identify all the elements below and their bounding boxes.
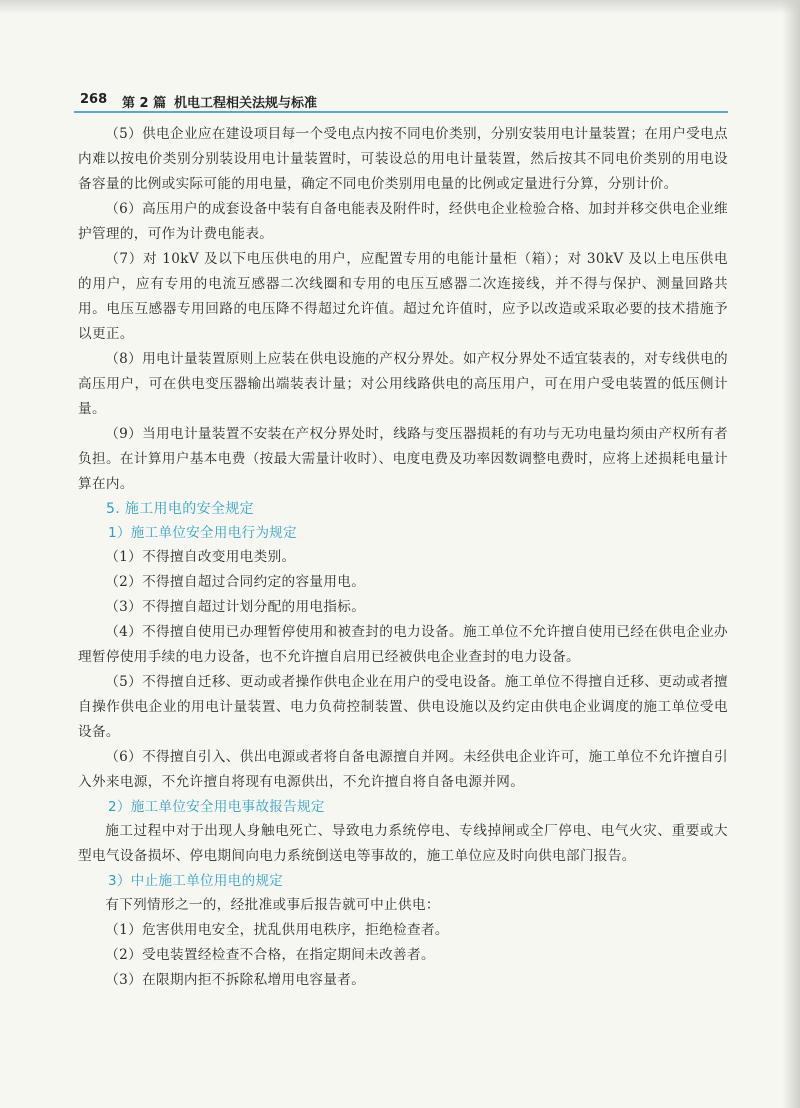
page-number: 268	[80, 92, 108, 107]
paragraph: （8）用电计量装置原则上应装在供电设施的产权分界处。如产权分界处不适宜装表的，对专线供电的高压用户，可在供电变压器输出端装表计量；对公用线路供电的高压用户，可在用户受电装置的低压侧计量。	[78, 351, 728, 417]
paragraph: （3）不得擅自超过计划分配的用电指标。	[105, 599, 366, 615]
section-heading: 5. 施工用电的安全规定	[106, 501, 255, 517]
paragraph: （2）受电装置经检查不合格，在指定期间未改善者。	[105, 947, 435, 963]
paragraph: （6）高压用户的成套设备中装有自备电能表及附件时，经供电企业检验合格、加封并移交供电企业维护管理的，可作为计费电能表。	[78, 201, 728, 242]
page-body	[78, 122, 728, 993]
scan-shadow-top	[0, 0, 800, 14]
paragraph: 施工过程中对于出现人身触电死亡、导致电力系统停电、专线掉闸或全厂停电、电气火灾、重要或大型电气设备损坏、停电期间向电力系统倒送电等事故的，施工单位应及时向供电部门报告。	[78, 823, 728, 864]
scan-shadow-right	[782, 0, 800, 1108]
paragraph: （1）危害供用电安全，扰乱供用电秩序，拒绝检查者。	[105, 922, 449, 938]
paragraph: （4）不得擅自使用已办理暂停使用和被查封的电力设备。施工单位不允许擅自使用已经在供电企业办理暂停使用手续的电力设备，也不允许擅自启用已经被供电企业查封的电力设备。	[78, 624, 728, 665]
subsection-heading: 1）施工单位安全用电行为规定	[108, 525, 297, 541]
paragraph: （7）对 10kV 及以下电压供电的用户，应配置专用的电能计量柜（箱）；对 30kV 及以上电压供电的用户，应有专用的电流互感器二次线圈和专用的电压互感器二次连接线，并不得与保护、测量回路共用。电压互感器专用回路的电压降不得超过允许值。超过允许值时，应予以改造或采取必要的技术措施予以更正。	[78, 251, 728, 342]
paragraph: （2）不得擅自超过合同约定的容量用电。	[105, 574, 366, 590]
paragraph: （3）在限期内拒不拆除私增用电容量者。	[105, 972, 366, 988]
paragraph: （9）当用电计量装置不安装在产权分界处时，线路与变压器损耗的有功与无功电量均须由产权所有者负担。在计算用户基本电费（按最大需量计收时）、电度电费及功率因数调整电费时，应将上述损耗电量计算在内。	[78, 426, 728, 492]
paragraph: 有下列情形之一的，经批准或事后报告就可中止供电：	[105, 897, 440, 913]
paragraph: （6）不得擅自引入、供出电源或者将自备电源擅自并网。未经供电企业许可，施工单位不允许擅自引入外来电源，不允许擅自将现有电源供出，不允许擅自将自备电源并网。	[78, 749, 728, 790]
part-label: 第 2 篇	[122, 96, 167, 111]
paragraph: （5）供电企业应在建设项目每一个受电点内按不同电价类别，分别安装用电计量装置；在用户受电点内难以按电价类别分别装设用电计量装置时，可装设总的用电计量装置，然后按其不同电价类别的用电设备容量的比例或实际可能的用电量，确定不同电价类别用电量的比例或定量进行分算，分别计价。	[78, 126, 728, 192]
header-rule	[74, 111, 728, 113]
running-header	[74, 88, 726, 112]
subsection-heading: 2）施工单位安全用电事故报告规定	[108, 799, 325, 815]
paragraph: （1）不得擅自改变用电类别。	[105, 549, 296, 565]
paragraph: （5）不得擅自迁移、更动或者操作供电企业在用户的受电设备。施工单位不得擅自迁移、更动或者擅自操作供电企业的用电计量装置、电力负荷控制装置、供电设施以及约定由供电企业调度的施工单位受电设备。	[78, 674, 728, 740]
subsection-heading: 3）中止施工单位用电的规定	[108, 873, 284, 889]
part-title: 机电工程相关法规与标准	[174, 96, 318, 111]
